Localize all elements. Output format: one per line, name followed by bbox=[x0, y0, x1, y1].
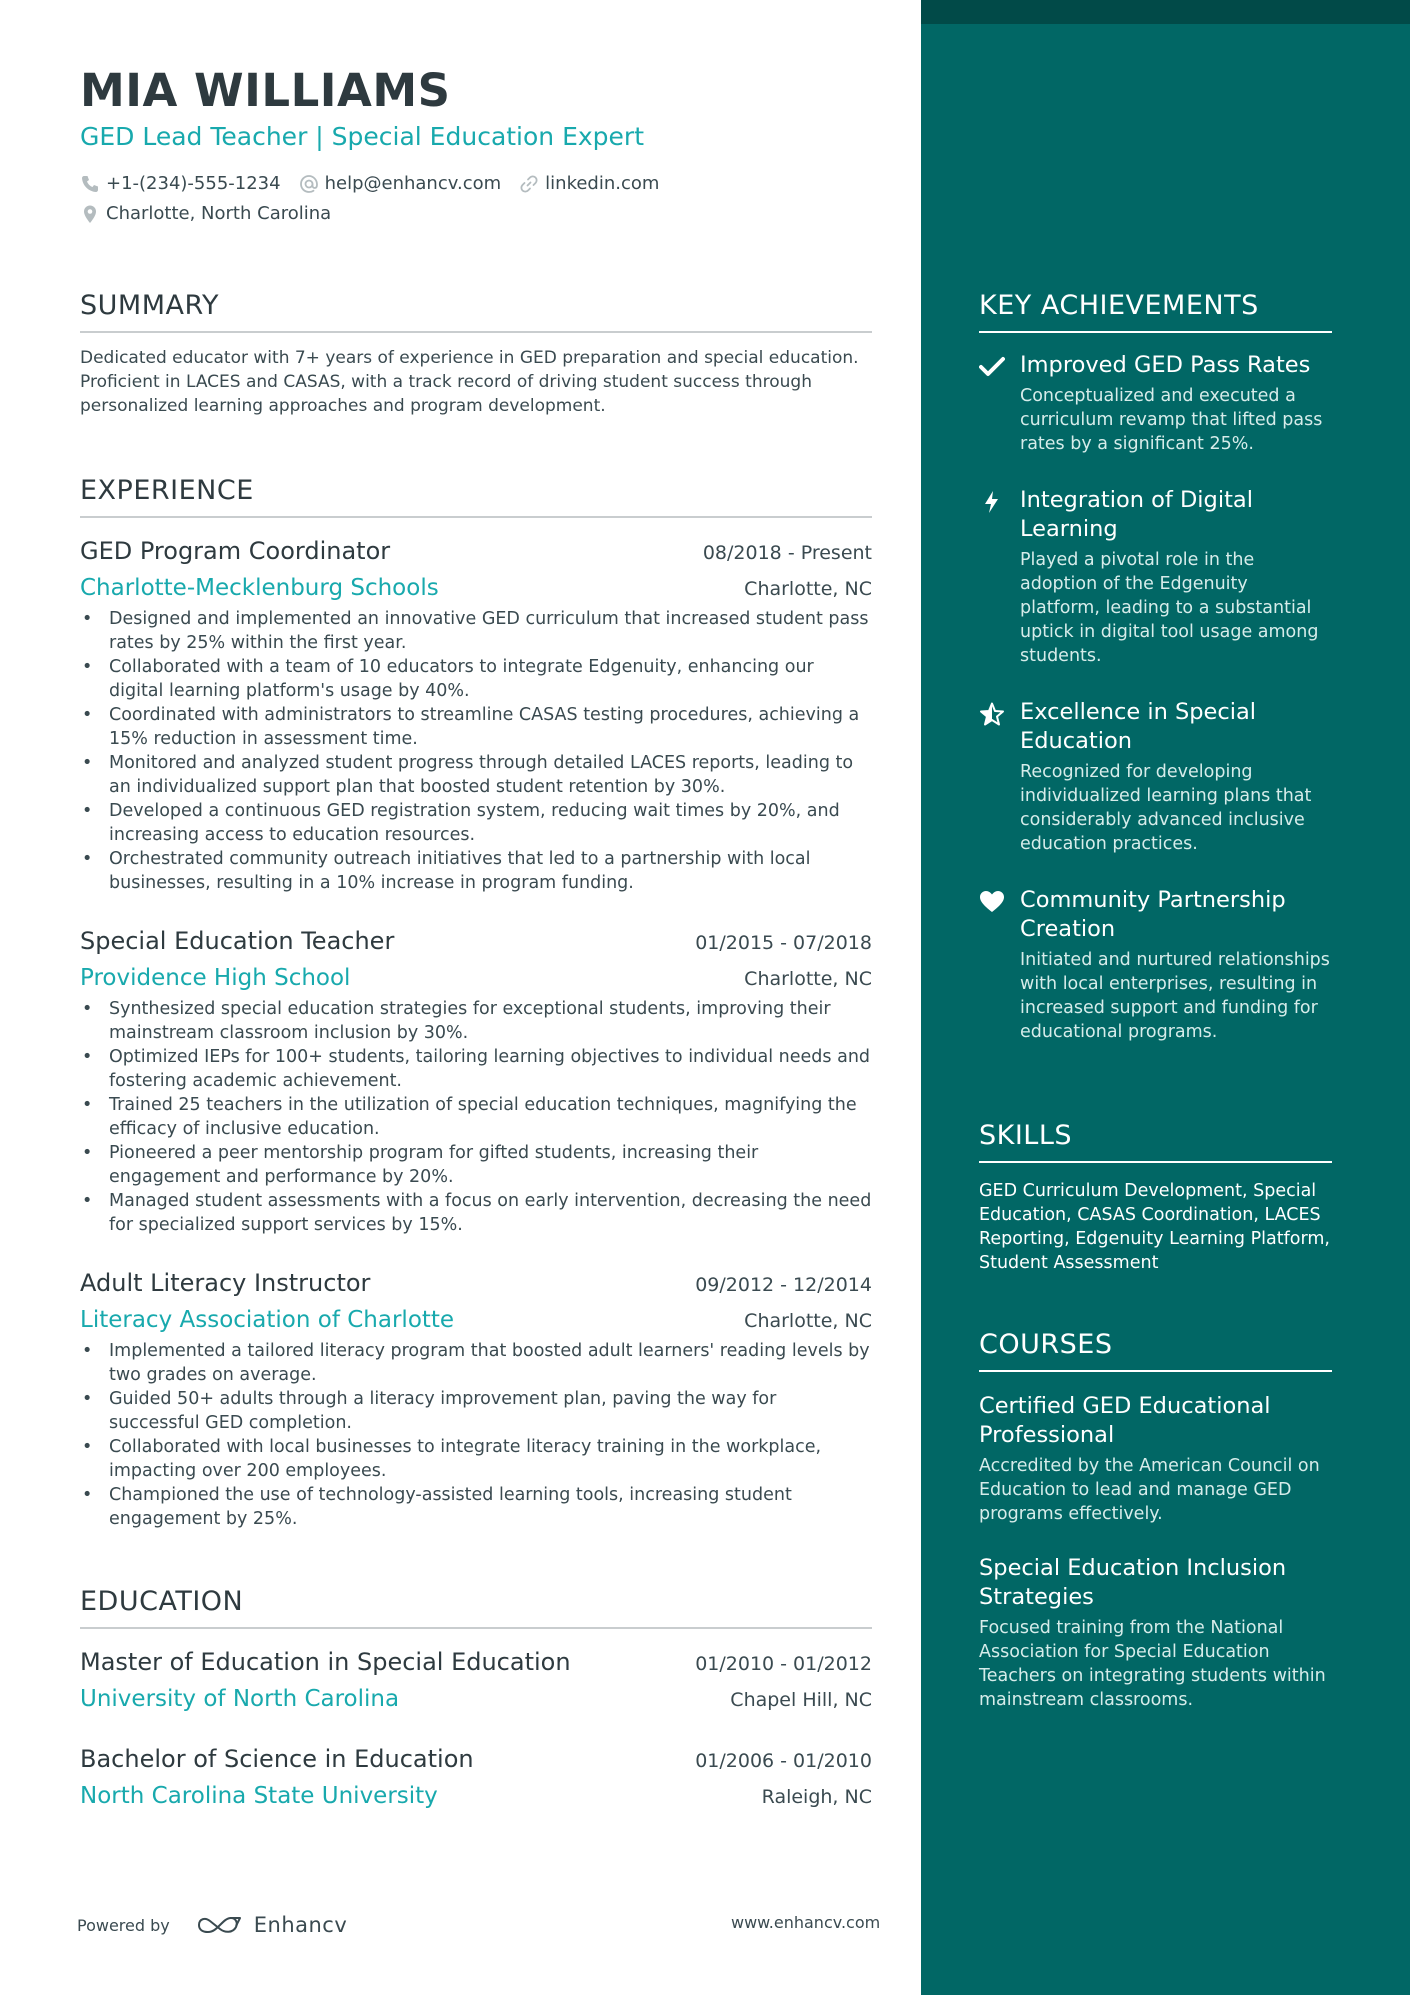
job-title: Adult Literacy Instructor bbox=[80, 1269, 371, 1297]
achievement-desc: Recognized for developing individualized learning plans that considerably advanced inclusive education practices. bbox=[1020, 762, 1312, 854]
list-item: • Optimized IEPs for 100+ students, tailoring learning objectives to individual needs and fostering academic achievement. bbox=[80, 1045, 872, 1093]
education-entry bbox=[80, 1648, 872, 1712]
candidate-name: MIA WILLIAMS bbox=[80, 64, 451, 117]
list-item: • Monitored and analyzed student progress through detailed LACES reports, leading to an individualized support plan that boosted student retention by 30%. bbox=[80, 751, 872, 799]
list-item: • Managed student assessments with a focus on early intervention, decreasing the need for specialized support services by 15%. bbox=[80, 1189, 872, 1237]
job-entry bbox=[80, 927, 872, 1237]
enhancv-logo-icon bbox=[196, 1913, 244, 1937]
summary-section bbox=[80, 290, 872, 418]
course-desc: Accredited by the American Council on Education to lead and manage GED programs effectively. bbox=[979, 1456, 1320, 1524]
contact-row bbox=[80, 173, 677, 194]
email-text: help@enhancv.com bbox=[324, 173, 502, 194]
job-location: Charlotte, NC bbox=[744, 578, 872, 600]
achievement-item bbox=[979, 886, 1332, 1044]
summary-text: Dedicated educator with 7+ years of experience in GED preparation and special education. Proficient in LACES and CASAS, with a track record of driving student success through personalized learning approaches and program development. bbox=[80, 348, 859, 416]
location-text: Charlotte, North Carolina bbox=[106, 203, 332, 224]
job-title: Special Education Teacher bbox=[80, 927, 395, 955]
skills-heading: SKILLS bbox=[979, 1120, 1332, 1163]
achievement-item bbox=[979, 351, 1332, 456]
school-name: North Carolina State University bbox=[80, 1783, 438, 1809]
key-achievements-heading: KEY ACHIEVEMENTS bbox=[979, 290, 1332, 333]
courses-heading: COURSES bbox=[979, 1329, 1332, 1372]
education-section bbox=[80, 1586, 872, 1629]
list-item: • Championed the use of technology-assisted learning tools, increasing student engagement by 25%. bbox=[80, 1483, 872, 1531]
link-icon bbox=[519, 174, 539, 194]
location-row bbox=[80, 203, 349, 224]
experience-section bbox=[80, 475, 872, 518]
list-item: • Trained 25 teachers in the utilization of special education techniques, magnifying the efficacy of inclusive education. bbox=[80, 1093, 872, 1141]
job-location: Charlotte, NC bbox=[744, 1310, 872, 1332]
phone-icon bbox=[80, 174, 100, 194]
school-name: University of North Carolina bbox=[80, 1686, 400, 1712]
summary-heading: SUMMARY bbox=[80, 290, 872, 333]
heart-icon bbox=[979, 890, 1005, 914]
list-item: • Coordinated with administrators to streamline CASAS testing procedures, achieving a 15% reduction in assessment time. bbox=[80, 703, 872, 751]
website-text: linkedin.com bbox=[545, 173, 660, 194]
company-name: Literacy Association of Charlotte bbox=[80, 1307, 455, 1333]
experience-heading: EXPERIENCE bbox=[80, 475, 872, 518]
location-contact bbox=[80, 203, 331, 224]
list-item: • Guided 50+ adults through a literacy improvement plan, paving the way for successful GED completion. bbox=[80, 1387, 872, 1435]
candidate-title: GED Lead Teacher | Special Education Expert bbox=[80, 122, 645, 151]
lightning-icon bbox=[979, 490, 1005, 514]
sidebar bbox=[921, 0, 1410, 1995]
degree-title: Bachelor of Science in Education bbox=[80, 1745, 474, 1773]
skills-text: GED Curriculum Development, Special Education, CASAS Coordination, LACES Reporting, Edgenuity Learning Platform, Student Assessment bbox=[979, 1181, 1330, 1273]
list-item: • Designed and implemented an innovative GED curriculum that increased student pass rates by 25% within the first year. bbox=[80, 607, 872, 655]
footer-website bbox=[731, 1913, 880, 1932]
phone-text: +1-(234)-555-1234 bbox=[106, 173, 281, 194]
job-date: 09/2012 - 12/2014 bbox=[695, 1274, 872, 1296]
enhancv-brand[interactable]: Enhancv bbox=[253, 1913, 348, 1937]
education-date: 01/2006 - 01/2010 bbox=[695, 1750, 872, 1772]
achievement-title: Excellence in Special Education bbox=[1020, 699, 1257, 754]
courses-section bbox=[979, 1329, 1332, 1372]
job-date: 08/2018 - Present bbox=[702, 542, 872, 564]
website-contact[interactable] bbox=[519, 173, 659, 194]
job-bullets bbox=[80, 607, 872, 895]
job-entry bbox=[80, 537, 872, 895]
course-title: Special Education Inclusion Strategies bbox=[979, 1555, 1287, 1610]
company-name: Providence High School bbox=[80, 965, 351, 991]
list-item: • Collaborated with local businesses to integrate literacy training in the workplace, impacting over 200 employees. bbox=[80, 1435, 872, 1483]
phone-contact[interactable] bbox=[80, 173, 281, 194]
education-date: 01/2010 - 01/2012 bbox=[695, 1653, 872, 1675]
list-item: • Orchestrated community outreach initiatives that led to a partnership with local businesses, resulting in a 10% increase in program funding. bbox=[80, 847, 872, 895]
list-item: • Implemented a tailored literacy program that boosted adult learners' reading levels by two grades on average. bbox=[80, 1339, 872, 1387]
education-location: Raleigh, NC bbox=[761, 1786, 872, 1808]
checkmark-icon bbox=[979, 355, 1005, 379]
star-icon bbox=[979, 702, 1005, 726]
course-title: Certified GED Educational Professional bbox=[979, 1393, 1271, 1448]
education-entry bbox=[80, 1745, 872, 1809]
list-item: • Pioneered a peer mentorship program for gifted students, increasing their engagement and performance by 20%. bbox=[80, 1141, 872, 1189]
achievement-desc: Initiated and nurtured relationships with local enterprises, resulting in increased support and funding for educational programs. bbox=[1020, 950, 1330, 1042]
achievement-title: Improved GED Pass Rates bbox=[1020, 352, 1311, 378]
key-achievements-section bbox=[979, 290, 1332, 333]
achievement-title: Community Partnership Creation bbox=[1020, 887, 1286, 942]
job-entry bbox=[80, 1269, 872, 1531]
list-item: • Synthesized special education strategies for exceptional students, improving their mainstream classroom inclusion by 30%. bbox=[80, 997, 872, 1045]
course-item bbox=[979, 1554, 1332, 1712]
education-location: Chapel Hill, NC bbox=[730, 1689, 872, 1711]
footer-website-link[interactable]: www.enhancv.com bbox=[731, 1913, 881, 1932]
company-name: Charlotte-Mecklenburg Schools bbox=[80, 575, 439, 601]
job-location: Charlotte, NC bbox=[744, 968, 872, 990]
job-date: 01/2015 - 07/2018 bbox=[695, 932, 872, 954]
job-title: GED Program Coordinator bbox=[80, 537, 391, 565]
sidebar-top-band bbox=[921, 0, 1410, 24]
location-pin-icon bbox=[80, 204, 100, 224]
list-item: • Collaborated with a team of 10 educators to integrate Edgenuity, enhancing our digital learning platform's usage by 40%. bbox=[80, 655, 872, 703]
course-desc: Focused training from the National Association for Special Education Teachers on integrating students within mainstream classrooms. bbox=[979, 1618, 1326, 1710]
education-heading: EDUCATION bbox=[80, 1586, 872, 1629]
at-icon bbox=[299, 174, 319, 194]
achievement-title: Integration of Digital Learning bbox=[1020, 487, 1253, 542]
achievement-item bbox=[979, 698, 1332, 856]
skills-section bbox=[979, 1120, 1332, 1275]
course-item bbox=[979, 1392, 1332, 1526]
list-item: • Developed a continuous GED registration system, reducing wait times by 20%, and increasing access to education resources. bbox=[80, 799, 872, 847]
achievement-desc: Conceptualized and executed a curriculum revamp that lifted pass rates by a significant 25%. bbox=[1020, 386, 1323, 454]
powered-by-label: Powered by bbox=[77, 1915, 170, 1935]
job-bullets bbox=[80, 997, 872, 1237]
email-contact[interactable] bbox=[299, 173, 502, 194]
achievement-item bbox=[979, 486, 1332, 668]
degree-title: Master of Education in Special Education bbox=[80, 1648, 571, 1676]
achievement-desc: Played a pivotal role in the adoption of the Edgenuity platform, leading to a substantial uptick in digital tool usage among students. bbox=[1020, 550, 1319, 666]
job-bullets bbox=[80, 1339, 872, 1531]
footer-powered-by bbox=[77, 1913, 347, 1937]
